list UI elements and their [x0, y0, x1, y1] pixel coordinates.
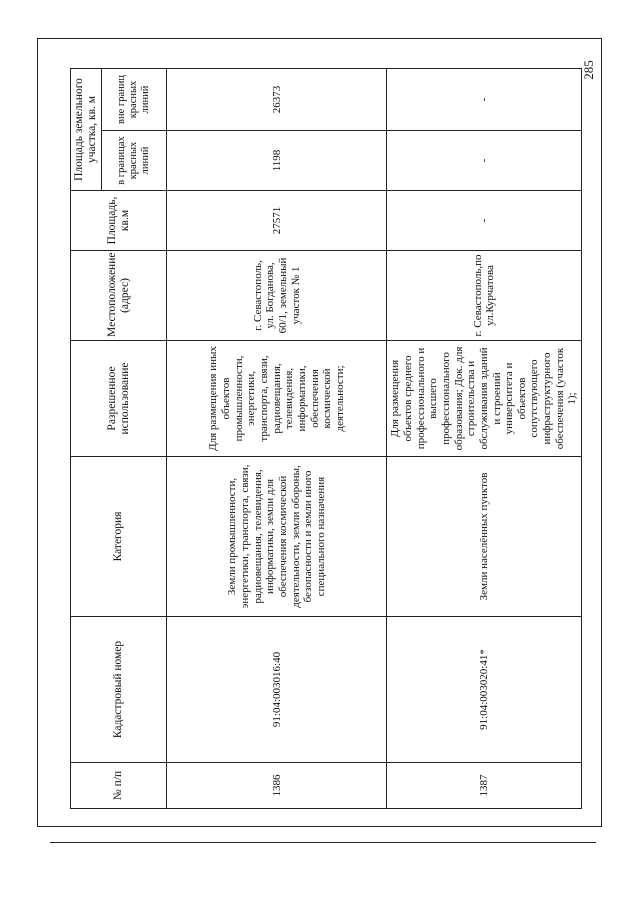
cell-permitted-use: Для размещения объектов среднего профессионального и высшего профессионального образования; Док. для строительства и обслуживания зданий и строений университета и объектов сопутствующего инфраструктурного обеспечения (участок 1);: [387, 340, 582, 456]
land-plots-table: [70, 68, 582, 809]
cell-area: -: [387, 190, 582, 250]
table-row: [387, 68, 582, 808]
header-within: в границах красных линий: [102, 130, 167, 190]
header-category: Категория: [71, 456, 167, 616]
header-location: Местоположение (адрес): [71, 250, 167, 340]
cell-area: 27571: [167, 190, 387, 250]
cell-location: г. Севастополь,по ул.Курчатова: [387, 250, 582, 340]
header-row-1: [71, 68, 102, 808]
header-cadastral: Кадастровый номер: [71, 616, 167, 762]
cell-cadastral: 91:04:003020:41*: [387, 616, 582, 762]
cell-outside: 26373: [167, 68, 387, 130]
cell-cadastral: 91:04:003016:40: [167, 616, 387, 762]
cell-category: Земли населённых пунктов: [387, 456, 582, 616]
footer-rule: [50, 842, 596, 843]
cell-within: -: [387, 130, 582, 190]
header-area: Площадь, кв.м: [71, 190, 167, 250]
table-row: [167, 68, 387, 808]
header-land-area: Площадь земельного участка, кв. м: [71, 68, 102, 190]
page-number: 285: [581, 60, 596, 80]
header-num: № п/п: [71, 763, 167, 809]
cell-within: 1198: [167, 130, 387, 190]
cell-category: Земли промышленности, энергетики, транспорта, связи, радиовещания, телевидения, информатики, земли для обеспечения космической деятельности, земли обороны, безопасности и земли иного специального назначения: [167, 456, 387, 616]
header-outside: вне границ красных линий: [102, 68, 167, 130]
cell-outside: -: [387, 68, 582, 130]
cell-num: 1387: [387, 763, 582, 809]
header-permitted-use: Разрешенное использование: [71, 340, 167, 456]
cell-location: г. Севастополь, ул. Богданова, 60/1, земельный участок № 1: [167, 250, 387, 340]
cell-num: 1386: [167, 763, 387, 809]
rotated-table-wrapper: [70, 69, 580, 809]
cell-permitted-use: Для размещения иных объектов промышленности, энергетики, транспорта, связи, радиовещания, телевидения, информатики, обеспечения космической деятельности;: [167, 340, 387, 456]
